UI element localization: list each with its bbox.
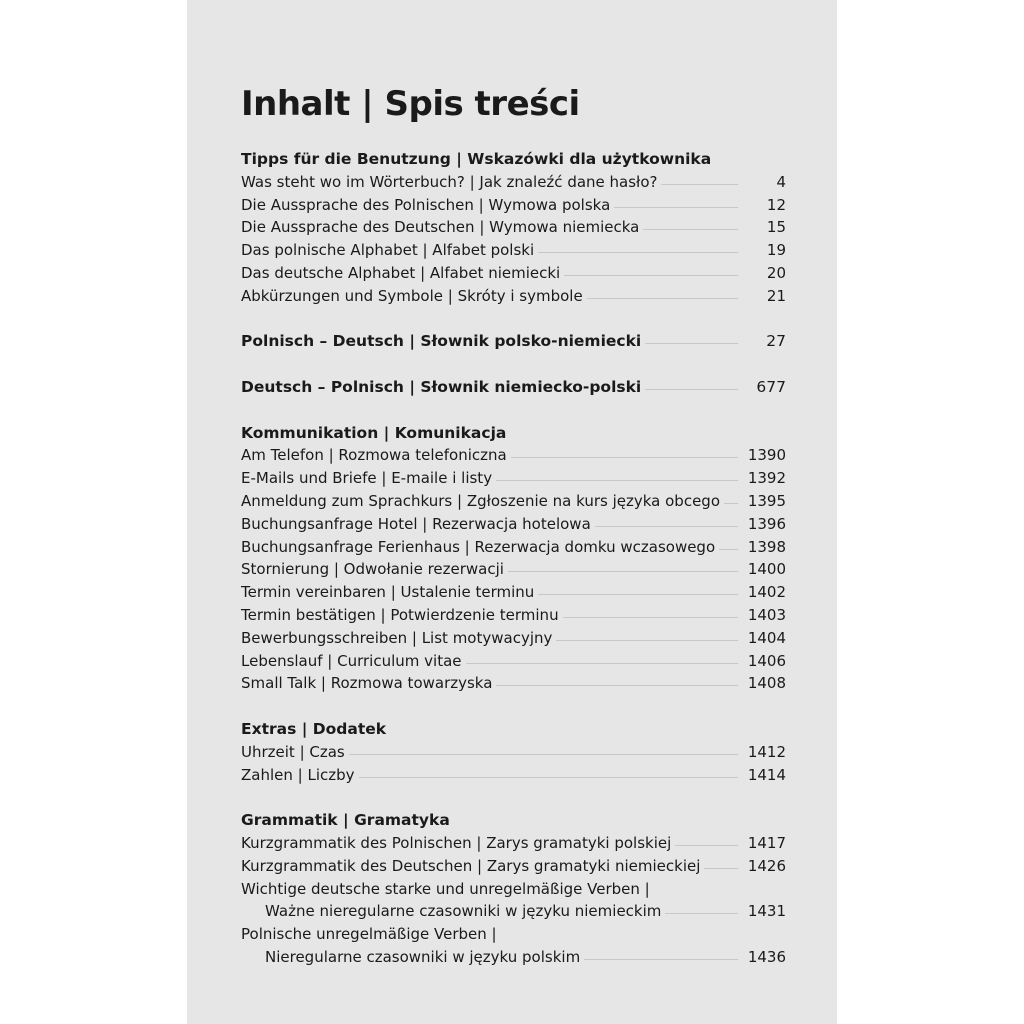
toc-entry[interactable] <box>241 171 786 194</box>
toc-entry-page: 20 <box>766 263 786 282</box>
leader-line <box>564 275 738 276</box>
leader-line <box>508 571 738 572</box>
leader-line <box>704 868 738 869</box>
section-heading-grammatik: Grammatik | Gramatyka <box>241 811 450 830</box>
toc-entry-label: Zahlen | Liczby <box>241 765 355 784</box>
page-title: Inhalt | Spis treści <box>241 84 580 124</box>
leader-line <box>349 754 738 755</box>
toc-entry[interactable] <box>241 262 786 285</box>
leader-line <box>466 663 738 664</box>
toc-entry-page: 15 <box>766 218 786 237</box>
section-extras <box>241 718 786 786</box>
toc-entry[interactable] <box>241 558 786 581</box>
toc-entry-label: Nieregularne czasowniki w języku polskim <box>265 947 581 966</box>
toc-entry-page: 1417 <box>747 833 786 852</box>
leader-line <box>563 617 738 618</box>
toc-entry[interactable] <box>241 604 786 627</box>
section-heading-extras: Extras | Dodatek <box>241 719 387 738</box>
toc-entry-page: 12 <box>766 195 786 214</box>
toc-entry-label: Termin vereinbaren | Ustalenie terminu <box>241 583 535 602</box>
section-grammatik <box>241 809 786 969</box>
toc-entry-pl-de[interactable] <box>241 330 786 353</box>
section-tipps <box>241 148 786 308</box>
table-of-contents <box>241 82 786 969</box>
leader-line <box>496 480 738 481</box>
toc-entry-first-line[interactable]: Polnische unregelmäßige Verben | <box>241 925 497 944</box>
section-kommunikation <box>241 422 786 696</box>
toc-entry[interactable] <box>241 285 786 308</box>
leader-line <box>719 549 738 550</box>
toc-entry[interactable] <box>241 581 786 604</box>
toc-entry-label: Ważne nieregularne czasowniki w języku niemieckim <box>265 902 662 921</box>
toc-entry-page: 1402 <box>747 583 786 602</box>
spacer <box>241 786 786 809</box>
leader-line <box>665 913 738 914</box>
toc-entry[interactable] <box>241 239 786 262</box>
toc-entry-label: Lebenslauf | Curriculum vitae <box>241 651 462 670</box>
leader-line <box>538 252 738 253</box>
toc-entry[interactable] <box>241 832 786 855</box>
toc-entry-label: Kurzgrammatik des Deutschen | Zarys gramatyki niemieckiej <box>241 856 701 875</box>
leader-line <box>538 594 738 595</box>
leader-line <box>511 457 738 458</box>
leader-line <box>584 959 738 960</box>
leader-line <box>556 640 738 641</box>
leader-line <box>645 389 738 390</box>
section-heading-tipps: Tipps für die Benutzung | Wskazówki dla użytkownika <box>241 150 712 168</box>
toc-entry-label: Bewerbungsschreiben | List motywacyjny <box>241 628 553 647</box>
toc-entry-label: Die Aussprache des Deutschen | Wymowa niemiecka <box>241 218 640 237</box>
toc-entry-label: Am Telefon | Rozmowa telefoniczna <box>241 446 507 465</box>
toc-entry-label: Buchungsanfrage Ferienhaus | Rezerwacja domku wczasowego <box>241 537 716 556</box>
book-page <box>187 0 837 1024</box>
toc-entry-label: Buchungsanfrage Hotel | Rezerwacja hotelowa <box>241 514 591 533</box>
toc-entry-page: 1426 <box>747 856 786 875</box>
toc-entry[interactable] <box>241 467 786 490</box>
leader-line <box>724 503 738 504</box>
toc-entry-page: 1414 <box>747 765 786 784</box>
toc-entry-page: 1431 <box>747 902 786 921</box>
toc-entry[interactable] <box>241 536 786 559</box>
toc-entry-label: E-Mails und Briefe | E-maile i listy <box>241 469 493 488</box>
toc-entry-page: 1400 <box>747 560 786 579</box>
toc-entry-first-line[interactable]: Wichtige deutsche starke und unregelmäßige Verben | <box>241 879 650 898</box>
leader-line <box>643 229 738 230</box>
toc-entry[interactable] <box>241 672 786 695</box>
toc-entry[interactable] <box>241 194 786 217</box>
toc-entry[interactable] <box>241 741 786 764</box>
spacer <box>241 695 786 718</box>
toc-entry[interactable] <box>241 764 786 787</box>
toc-entry[interactable] <box>241 627 786 650</box>
toc-entry-page: 1395 <box>747 491 786 510</box>
section-heading-kommunikation: Kommunikation | Komunikacja <box>241 423 507 442</box>
toc-entry-label: Kurzgrammatik des Polnischen | Zarys gramatyki polskiej <box>241 833 672 852</box>
toc-entry-page: 1392 <box>747 469 786 488</box>
spacer <box>241 308 786 331</box>
toc-entry-label: Die Aussprache des Polnischen | Wymowa polska <box>241 195 611 214</box>
leader-line <box>587 298 738 299</box>
toc-entry-page: 21 <box>766 286 786 305</box>
leader-line <box>675 845 738 846</box>
toc-entry[interactable] <box>241 900 786 923</box>
toc-entry-label: Small Talk | Rozmowa towarzyska <box>241 674 493 693</box>
toc-entry[interactable] <box>241 513 786 536</box>
toc-entry-page: 677 <box>756 377 786 396</box>
toc-entry[interactable] <box>241 855 786 878</box>
leader-line <box>614 207 738 208</box>
toc-entry-label: Termin bestätigen | Potwierdzenie terminu <box>241 605 559 624</box>
toc-entry-page: 27 <box>766 332 786 351</box>
toc-entry-page: 1408 <box>747 674 786 693</box>
spacer <box>241 353 786 376</box>
toc-entry-page: 4 <box>776 172 786 191</box>
spacer <box>241 399 786 422</box>
toc-entry[interactable] <box>241 650 786 673</box>
toc-entry-page: 1404 <box>747 628 786 647</box>
toc-entry-page: 1398 <box>747 537 786 556</box>
toc-entry-label: Deutsch – Polnisch | Słownik niemiecko-polski <box>241 377 642 396</box>
toc-entry-label: Das polnische Alphabet | Alfabet polski <box>241 241 535 260</box>
toc-entry-label: Polnisch – Deutsch | Słownik polsko-niemiecki <box>241 332 642 351</box>
toc-entry-label: Anmeldung zum Sprachkurs | Zgłoszenie na kurs języka obcego <box>241 491 720 510</box>
toc-entry-page: 1436 <box>747 947 786 966</box>
toc-entry-label: Was steht wo im Wörterbuch? | Jak znaleźć dane hasło? <box>241 172 658 191</box>
toc-entry[interactable] <box>241 490 786 513</box>
leader-line <box>496 685 738 686</box>
leader-line <box>595 526 738 527</box>
leader-line <box>645 343 738 344</box>
toc-entry-label: Uhrzeit | Czas <box>241 742 345 761</box>
toc-entry[interactable] <box>241 444 786 467</box>
toc-entry-de-pl[interactable] <box>241 376 786 399</box>
toc-entry[interactable] <box>241 946 786 969</box>
toc-entry-label: Abkürzungen und Symbole | Skróty i symbole <box>241 286 583 305</box>
toc-entry-page: 1406 <box>747 651 786 670</box>
toc-entry-page: 19 <box>766 241 786 260</box>
toc-entry[interactable] <box>241 216 786 239</box>
toc-entry-page: 1390 <box>747 446 786 465</box>
toc-entry-label: Das deutsche Alphabet | Alfabet niemiecki <box>241 263 561 282</box>
toc-entry-label: Stornierung | Odwołanie rezerwacji <box>241 560 504 579</box>
leader-line <box>661 184 738 185</box>
toc-entry-page: 1396 <box>747 514 786 533</box>
leader-line <box>359 777 738 778</box>
toc-entry-page: 1403 <box>747 605 786 624</box>
toc-entry-page: 1412 <box>747 742 786 761</box>
